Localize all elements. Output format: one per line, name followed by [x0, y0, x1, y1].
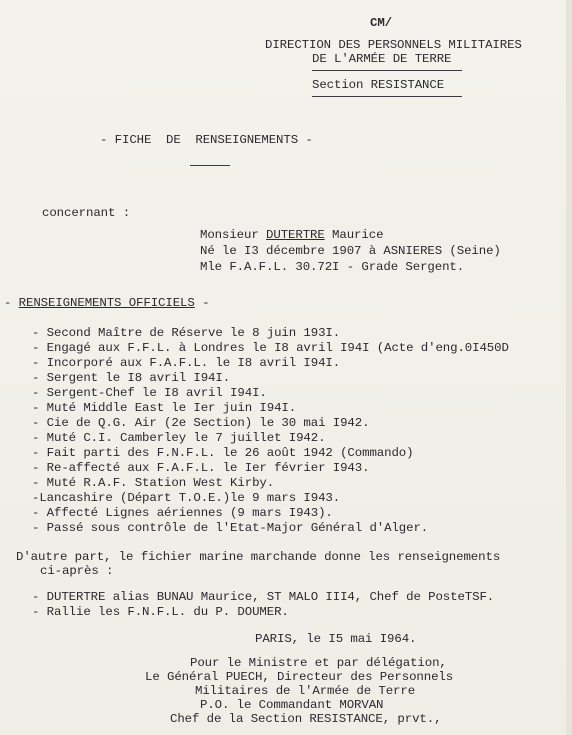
marine-item: - Rallie les F.N.F.L. du P. DOUMER. [32, 605, 289, 619]
marine-item: - DUTERTRE alias BUNAU Maurice, ST MALO III4, Chef de PosteTSF. [32, 590, 495, 604]
official-item: - Passé sous contrôle de l'Etat-Major Général d'Alger. [32, 521, 429, 535]
subject-birth: Né le I3 décembre 1907 à ASNIERES (Seine) [200, 244, 501, 258]
signature-line: P.O. le Commandant MORVAN [200, 698, 384, 712]
subject-surname: DUTERTRE [266, 228, 325, 242]
subject-mle: Mle F.A.F.L. 30.72I - Grade Sergent. [200, 260, 465, 274]
official-item: - Sergent le I8 avril I94I. [32, 371, 231, 385]
subject-name [200, 228, 383, 242]
official-item: - Muté C.I. Camberley le 7 juillet I942. [32, 431, 326, 445]
official-item: -Lancashire (Départ T.O.E.)le 9 mars I943. [32, 491, 341, 505]
subject-given-name: Maurice [324, 228, 384, 242]
marine-intro-line-2: ci-après : [40, 564, 114, 578]
signature-line: Le Général PUECH, Directeur des Personnels [145, 670, 454, 684]
official-item: - Second Maître de Réserve le 8 juin 193I. [32, 326, 341, 340]
document-title: - FICHE DE RENSEIGNEMENTS - [100, 133, 313, 147]
header-rule-2 [312, 96, 462, 97]
header-rule-1 [312, 70, 462, 71]
header-section: Section RESISTANCE [312, 78, 445, 92]
official-item: - Engagé aux F.F.L. à Londres le I8 avril I94I (Acte d'eng.0I450D [32, 341, 509, 355]
official-item: - Re-affecté aux F.A.F.L. le Ier février I943. [32, 461, 370, 475]
official-item: - Sergent-Chef le I8 avril I94I. [32, 386, 267, 400]
marine-intro-line-1: D'autre part, le fichier marine marchande donne les renseignements [16, 550, 501, 564]
concernant-label: concernant : [42, 206, 131, 220]
official-item: - Muté Middle East le Ier juin I94I. [32, 401, 297, 415]
official-item: - Fait parti des F.N.F.L. le 26 août 1942 (Commando) [32, 446, 414, 460]
title-rule [190, 165, 230, 166]
page-edge [566, 0, 572, 735]
name-prefix: Monsieur [200, 228, 267, 242]
date-line: PARIS, le I5 mai I964. [255, 632, 417, 646]
official-item: - Affecté Lignes aériennes (9 mars I943). [32, 506, 333, 520]
official-heading: - RENSEIGNEMENTS OFFICIELS - [4, 296, 210, 310]
header-line-1: DIRECTION DES PERSONNELS MILITAIRES [265, 38, 522, 52]
header-line-2: DE L'ARMÉE DE TERRE [312, 52, 452, 66]
official-item: - Muté R.A.F. Station West Kirby. [32, 476, 275, 490]
reference-code: CM/ [370, 16, 393, 30]
official-item: - Cie de Q.G. Air (2e Section) le 30 mai I942. [32, 416, 370, 430]
signature-line: Militaires de l'Armée de Terre [195, 684, 416, 698]
official-item: - Incorporé aux F.A.F.L. le I8 avril I94I. [32, 356, 341, 370]
signature-line: Chef de la Section RESISTANCE, prvt., [170, 712, 442, 726]
signature-line: Pour le Ministre et par délégation, [190, 656, 447, 670]
official-heading-text: RENSEIGNEMENTS OFFICIELS [18, 296, 195, 310]
